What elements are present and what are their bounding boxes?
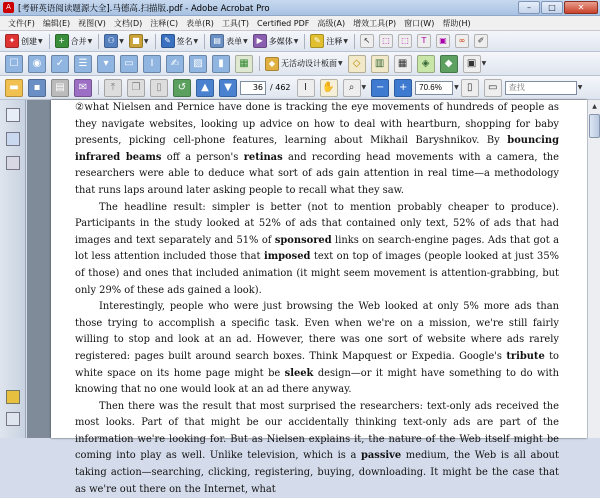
menu-forms[interactable]: 表单(R) <box>186 18 214 28</box>
maximize-button[interactable]: □ <box>541 1 563 14</box>
link-icon: ∞ <box>455 34 469 48</box>
layers-icon: ▥ <box>371 55 389 73</box>
review-panel-button[interactable]: ◆ 无活动设计板面 ▼ <box>263 55 345 72</box>
touchup-tool-button[interactable] <box>472 33 490 50</box>
scroll-up-icon[interactable]: ▲ <box>592 103 597 110</box>
attach-icon: ◈ <box>417 55 435 73</box>
arrow-cursor-icon: ↖ <box>360 34 374 48</box>
paragraph: Interestingly, people who were just browsing the Web looked at only 5% more ads than those trying to accomplish a specific task. Even when we're on a mission, we're still fairly willing to stop and look at an ad. However, there was one sort of website where ads rarely registered: pages built around search boxes. Think Mapquest or Expedia. Google's tribute to white space on its home page might be sleek design—or it might have something to do with knowing that no one would look at an ad there anyway. <box>75 301 560 396</box>
forms-toolbar <box>0 52 600 76</box>
menu-tools[interactable]: 工具(T) <box>221 18 250 28</box>
grid-icon: ▦ <box>394 55 412 73</box>
fit-width-icon: ▭ <box>484 79 502 97</box>
tool-radio-button[interactable] <box>26 55 48 72</box>
arrow-down-icon: ▼ <box>219 79 237 97</box>
object-tool-button[interactable] <box>434 33 452 50</box>
lock-icon: ■ <box>129 34 143 48</box>
zoom-dropdown-icon[interactable]: ▼ <box>454 84 459 91</box>
menu-certified-pdf[interactable]: Certified PDF <box>257 18 310 28</box>
tool-list-button[interactable] <box>72 55 94 72</box>
scrollbar-thumb[interactable] <box>589 114 600 138</box>
secure-button[interactable]: ■ ▼ <box>127 33 151 50</box>
search-dropdown-icon[interactable]: ▼ <box>577 84 583 91</box>
hand-tool-button[interactable] <box>318 79 340 96</box>
menu-comments[interactable]: 注释(C) <box>150 18 179 28</box>
tool-check-button[interactable] <box>3 55 25 72</box>
create-pdf-icon: ✦ <box>5 34 19 48</box>
select-tool-button[interactable] <box>358 33 376 50</box>
navigation-pane <box>0 100 26 438</box>
forms-button[interactable]: ▤ 表单 ▼ <box>208 33 250 50</box>
email-button[interactable] <box>72 79 94 96</box>
window-title: [考研英语阅读题源大全].马德高.扫描版.pdf - Adobe Acrobat Pro <box>18 4 270 14</box>
menu-file[interactable]: 文件(F) <box>8 18 35 28</box>
tool-select-button[interactable] <box>49 55 71 72</box>
minimize-button[interactable]: – <box>518 1 540 14</box>
touchup-icon: ✐ <box>474 34 488 48</box>
comment-icon: ✎ <box>310 34 324 48</box>
menu-window[interactable]: 窗口(W) <box>404 18 435 28</box>
pages-icon[interactable] <box>6 108 20 122</box>
dropdown-tool-icon: ▾ <box>97 55 115 73</box>
marquee-tool-button[interactable] <box>377 33 395 50</box>
pdf-page <box>51 100 587 495</box>
shape-tool-button[interactable] <box>346 55 368 72</box>
tool-button-button[interactable] <box>118 55 140 72</box>
stamp-button[interactable] <box>438 55 460 72</box>
review-icon: ◆ <box>265 57 279 71</box>
recognize-button[interactable]: ▣ ▼ <box>461 55 489 72</box>
acrobat-app-icon[interactable]: A <box>3 2 14 13</box>
next-page-button[interactable] <box>217 79 239 96</box>
pen-icon: ✎ <box>161 34 175 48</box>
text-box-button[interactable] <box>415 33 433 50</box>
stamp-icon: ◆ <box>440 55 458 73</box>
comment-button[interactable]: ✎ 注释 ▼ <box>308 33 350 50</box>
tool-barcode-button[interactable] <box>210 55 232 72</box>
copy-button[interactable] <box>125 79 147 96</box>
listbox-icon: ☰ <box>74 55 92 73</box>
menu-advanced[interactable]: 高级(A) <box>317 18 346 28</box>
save-button[interactable] <box>26 79 48 96</box>
close-button[interactable]: ✕ <box>564 1 598 14</box>
radio-tool-icon: ◉ <box>28 55 46 73</box>
vertical-scrollbar[interactable] <box>587 100 600 438</box>
bookmarks-icon[interactable] <box>6 132 20 146</box>
text-field-icon: I <box>143 55 161 73</box>
sign-button[interactable]: ✎ 签名 ▼ <box>159 33 201 50</box>
menu-help[interactable]: 帮助(H) <box>442 18 471 28</box>
page-text <box>75 100 559 498</box>
checkbox-tool-icon: ☐ <box>5 55 23 73</box>
tool-signature-button[interactable] <box>164 55 186 72</box>
open-button[interactable] <box>3 79 25 96</box>
attachments-icon[interactable] <box>6 412 20 426</box>
search-input[interactable] <box>505 81 577 95</box>
prev-page-button[interactable] <box>194 79 216 96</box>
paragraph: The headline result: simpler is better (not to mention probably cheaper to produce). Participants in the study looked at 52% of ads that contained only text, 52% of ads that had images and text separately and 51% of sponsored links on search-engine pages. Ads that got a lot less attention included those that imposed text on top of images (people looked at just 35% of those) and ones that included animation (it might seem movement is attention-grabbing, but only 29% of these ads gained a look). <box>75 201 559 296</box>
combine-button[interactable]: + 合并 ▼ <box>53 33 95 50</box>
create-button[interactable]: ✦ 创建 ▼ <box>3 33 45 50</box>
multimedia-button[interactable]: ▶ 多媒体 ▼ <box>251 33 301 50</box>
magnifier-icon: ⌕ <box>343 79 361 97</box>
image-field-icon: ▨ <box>189 55 207 73</box>
zoom-in-icon: + <box>394 79 412 97</box>
marquee-icon: ⬚ <box>379 34 393 48</box>
tasks-toolbar <box>0 31 600 52</box>
page-total: / 462 <box>270 83 291 92</box>
zoom-out-icon: − <box>371 79 389 97</box>
copy-icon: ❐ <box>127 79 145 97</box>
crop-tool-button[interactable] <box>396 33 414 50</box>
tool-text-button[interactable] <box>141 55 163 72</box>
grid-button[interactable] <box>392 55 414 72</box>
menu-document[interactable]: 文档(D) <box>113 18 143 28</box>
collaborate-button[interactable]: ⚇ ▼ <box>102 33 126 50</box>
menu-edit[interactable]: 编辑(E) <box>42 18 71 28</box>
go-back-icon: ↺ <box>173 79 191 97</box>
print-page-button[interactable] <box>148 79 170 96</box>
forms-icon: ▤ <box>210 34 224 48</box>
signatures-icon[interactable] <box>6 156 20 170</box>
barcode-icon: ▮ <box>212 55 230 73</box>
zoom-out-button[interactable] <box>369 79 391 96</box>
hand-icon: ✋ <box>320 79 338 97</box>
zoom-in-tool-button[interactable]: ⌕ ▼ <box>341 79 369 96</box>
zoom-input[interactable] <box>415 81 453 95</box>
mail-icon: ✉ <box>74 79 92 97</box>
page-icon: ▯ <box>150 79 168 97</box>
link-tool-button[interactable] <box>453 33 471 50</box>
folder-icon: ▬ <box>5 79 23 97</box>
object-select-icon: ▣ <box>436 34 450 48</box>
combine-files-icon: + <box>55 34 69 48</box>
fit-page-icon: ▯ <box>461 79 479 97</box>
floppy-icon: ▪ <box>28 79 46 97</box>
checkmark-icon: ✓ <box>51 55 69 73</box>
menu-bar <box>0 16 600 31</box>
fit-page-button[interactable] <box>459 79 481 96</box>
arrow-up-icon: ▲ <box>196 79 214 97</box>
crop-icon: ⬚ <box>398 34 412 48</box>
tool-image-button[interactable] <box>187 55 209 72</box>
document-viewport[interactable] <box>27 100 600 495</box>
recognize-icon: ▣ <box>463 55 481 73</box>
menu-view[interactable]: 视图(V) <box>78 18 106 28</box>
film-icon: ▶ <box>253 34 267 48</box>
attach-button[interactable] <box>415 55 437 72</box>
menu-plugins[interactable]: 增效工具(P) <box>353 18 397 28</box>
text-cursor-icon: I <box>297 79 315 97</box>
comments-icon[interactable] <box>6 390 20 404</box>
paragraph: ②what Nielsen and Pernice have done is tracking the eye movements of hundreds of people as they navigate websites, looking up advice on how to deal with heartburn, shopping for baby presents, picking cell-phone features, learning about Mikhail Baryshnikov. By bouncing infrared beams off a person's retinas and recording head movements with a camera, the researchers were able to deduce what sort of ads gain attention in real time—a methodology that runs laps around later asking people to recall what they saw. <box>75 102 560 196</box>
title-bar <box>0 0 600 16</box>
shape-icon: ◇ <box>348 55 366 73</box>
tool-edit-button[interactable] <box>233 55 255 72</box>
signature-field-icon: ✍ <box>166 55 184 73</box>
zoom-in-button[interactable] <box>392 79 414 96</box>
print-button[interactable] <box>49 79 71 96</box>
text-box-icon: T <box>417 34 431 48</box>
layer-button[interactable] <box>369 55 391 72</box>
first-page-button[interactable] <box>102 79 124 96</box>
tool-dropdown-button[interactable] <box>95 55 117 72</box>
print-icon: ▤ <box>51 79 69 97</box>
button-tool-icon: ▭ <box>120 55 138 73</box>
navigation-toolbar <box>0 76 600 100</box>
collaborate-icon: ⚇ <box>104 34 118 48</box>
first-page-icon: ⤒ <box>104 79 122 97</box>
page-number-input[interactable] <box>240 81 266 95</box>
fit-width-button[interactable] <box>482 79 504 96</box>
select-text-button[interactable] <box>295 79 317 96</box>
edit-form-icon: ▦ <box>235 55 253 73</box>
go-back-button[interactable] <box>171 79 193 96</box>
paragraph: Then there was the result that most surprised the researchers: text-only ads received the most looks. Part of that might be our accidentally thinking text-only ads are part of the information we're looking for. But as Nielsen explains it, the nature of the Web itself might be coming into play as well. Unlike television, which is a passive medium, the Web is all about taking action—searching, clicking, registering, buying, downloading. It might be the case that as we're out there on the Internet, what <box>75 400 559 495</box>
